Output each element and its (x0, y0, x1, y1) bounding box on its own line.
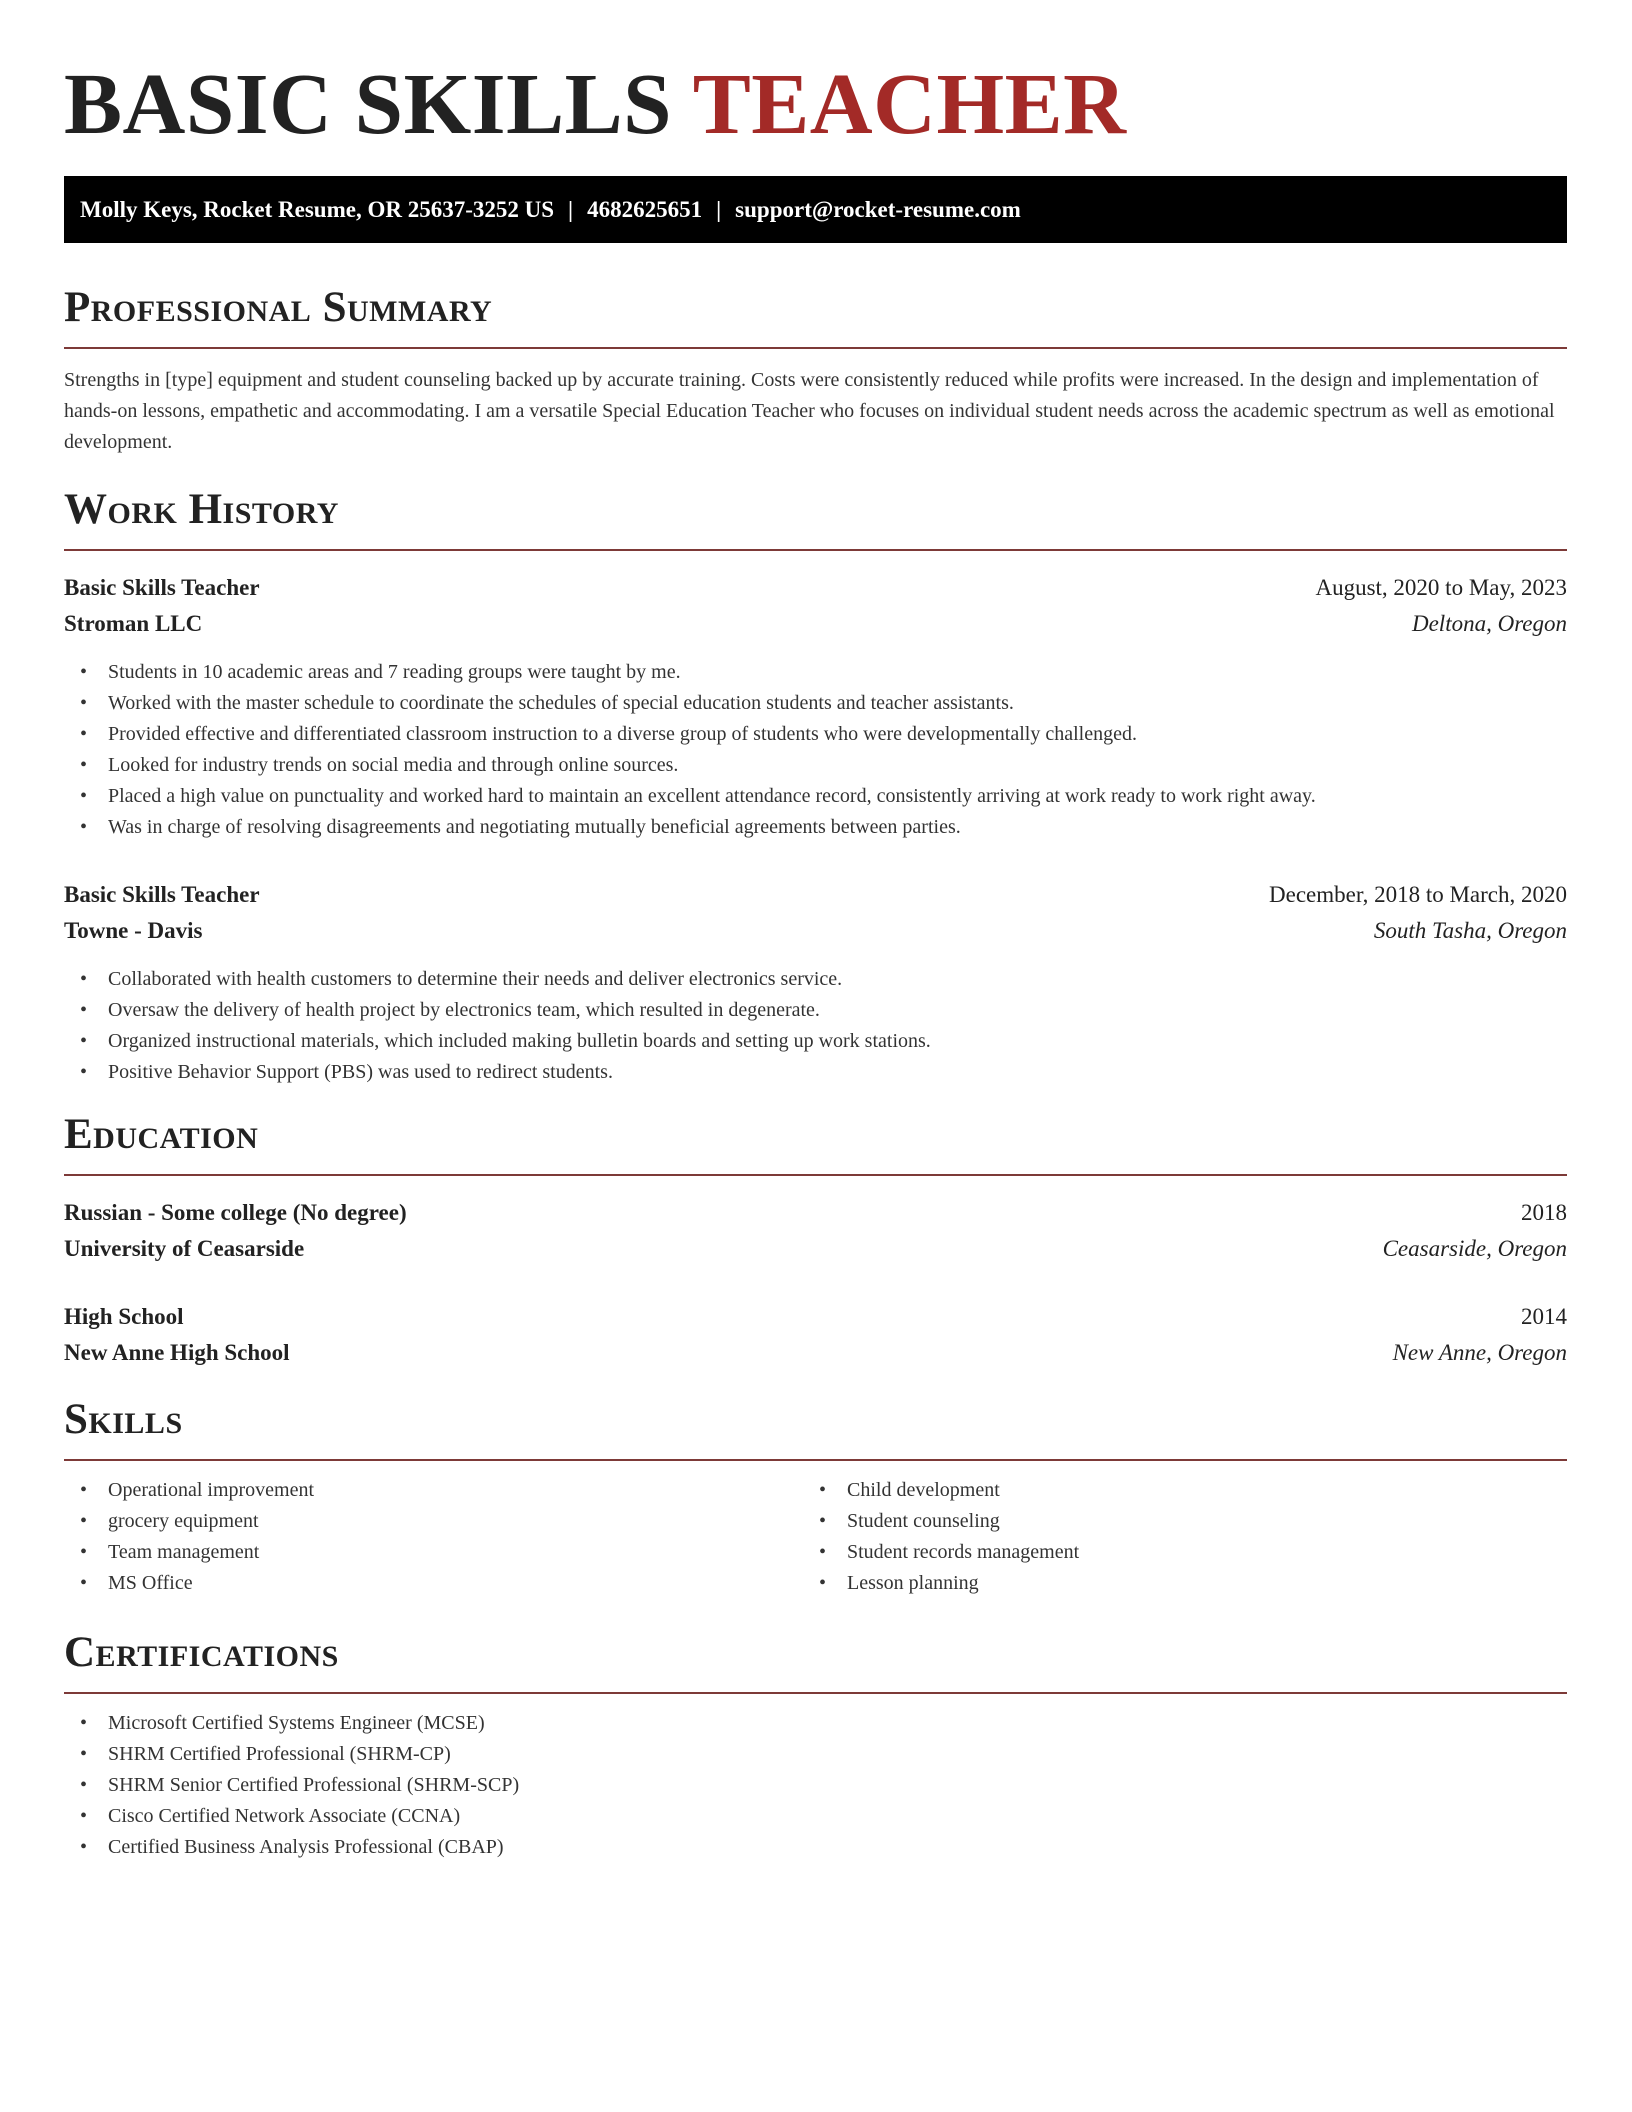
list-item: • Lesson planning (803, 1568, 1543, 1599)
list-item: • Looked for industry trends on social media and through online sources. (64, 750, 1567, 781)
job-company: Towne - Davis (64, 918, 203, 943)
list-item: • Child development (803, 1475, 1543, 1506)
education-school-row (64, 1335, 1567, 1371)
contact-separator: | (716, 197, 722, 222)
list-item: • Provided effective and differentiated classroom instruction to a diverse group of students who were developmentally challenged. (64, 719, 1567, 750)
list-item: • SHRM Senior Certified Professional (SHRM-SCP) (64, 1770, 1567, 1801)
job-dates: December, 2018 to March, 2020 (1269, 882, 1567, 907)
education-school: New Anne High School (64, 1340, 290, 1365)
education-location: New Anne, Oregon (1392, 1340, 1567, 1365)
education-degree: Russian - Some college (No degree) (64, 1200, 407, 1225)
list-item: • Student counseling (803, 1506, 1543, 1537)
summary-heading: Professional Summary (64, 284, 493, 331)
summary-section (64, 283, 1567, 458)
list-item: • Worked with the master schedule to coordinate the schedules of special education students and teacher assistants. (64, 688, 1567, 719)
job-company: Stroman LLC (64, 611, 203, 636)
contact-address: Molly Keys, Rocket Resume, OR 25637-3252 US (80, 197, 555, 222)
list-item: • Organized instructional materials, which included making bulletin boards and setting up work stations. (64, 1026, 1567, 1057)
contact-separator: | (568, 197, 574, 222)
education-school: University of Ceasarside (64, 1236, 305, 1261)
job-title: Basic Skills Teacher (64, 882, 260, 907)
list-item: • Microsoft Certified Systems Engineer (MCSE) (64, 1708, 1567, 1739)
job-header-row (64, 877, 1567, 913)
job-company-row (64, 606, 1567, 642)
job-duties-list (64, 657, 1567, 843)
list-item: • Student records management (803, 1537, 1543, 1568)
job-location: Deltona, Oregon (1411, 611, 1567, 636)
certifications-heading: Certifications (64, 1629, 339, 1676)
education-entry (64, 1299, 1567, 1371)
skills-section (64, 1395, 1567, 1605)
job-entry (64, 877, 1567, 1088)
list-item: • Team management (64, 1537, 804, 1568)
education-heading: Education (64, 1111, 259, 1158)
list-item: • Positive Behavior Support (PBS) was used to redirect students. (64, 1057, 1567, 1088)
section-divider (64, 347, 1567, 349)
job-company-row (64, 913, 1567, 949)
skills-list-left (64, 1475, 804, 1599)
list-item: • Placed a high value on punctuality and worked hard to maintain an excellent attendance record, consistently arriving at work ready to work right away. (64, 781, 1567, 812)
list-item: • Was in charge of resolving disagreements and negotiating mutually beneficial agreements between parties. (64, 812, 1567, 843)
section-divider (64, 549, 1567, 551)
work-history-heading: Work History (64, 486, 339, 533)
list-item: • Operational improvement (64, 1475, 804, 1506)
contact-email: support@rocket-resume.com (735, 197, 1021, 222)
title-main: BASIC SKILLS (64, 55, 673, 152)
job-header-row (64, 570, 1567, 606)
work-history-section (64, 485, 1567, 1088)
education-entry (64, 1195, 1567, 1267)
education-header-row (64, 1195, 1567, 1231)
list-item: • grocery equipment (64, 1506, 804, 1537)
skills-list-right (803, 1475, 1543, 1599)
list-item: • Collaborated with health customers to determine their needs and deliver electronics service. (64, 964, 1567, 995)
list-item: • Oversaw the delivery of health project by electronics team, which resulted in degenerate. (64, 995, 1567, 1026)
education-location: Ceasarside, Oregon (1382, 1236, 1567, 1261)
list-item: • MS Office (64, 1568, 804, 1599)
job-entry (64, 570, 1567, 843)
job-duties-list (64, 964, 1567, 1088)
certifications-section (64, 1628, 1567, 1863)
education-year: 2014 (1521, 1304, 1567, 1329)
job-title: Basic Skills Teacher (64, 575, 260, 600)
section-divider (64, 1459, 1567, 1461)
section-divider (64, 1692, 1567, 1694)
certifications-list (64, 1708, 1567, 1863)
skills-heading: Skills (64, 1396, 183, 1443)
list-item: • SHRM Certified Professional (SHRM-CP) (64, 1739, 1567, 1770)
education-header-row (64, 1299, 1567, 1335)
section-divider (64, 1174, 1567, 1176)
education-degree: High School (64, 1304, 184, 1329)
contact-phone: 4682625651 (587, 197, 703, 222)
job-location: South Tasha, Oregon (1373, 918, 1567, 943)
list-item: • Certified Business Analysis Professional (CBAP) (64, 1832, 1567, 1863)
resume-title (64, 54, 1126, 154)
list-item: • Students in 10 academic areas and 7 reading groups were taught by me. (64, 657, 1567, 688)
education-year: 2018 (1521, 1200, 1567, 1225)
job-dates: August, 2020 to May, 2023 (1315, 575, 1567, 600)
list-item: • Cisco Certified Network Associate (CCNA) (64, 1801, 1567, 1832)
education-section (64, 1110, 1567, 1371)
skills-columns (64, 1475, 1567, 1605)
summary-text: Strengths in [type] equipment and student counseling backed up by accurate training. Costs were consistently reduced while profits were increased. In the design and implementation of hands-on lessons, empathetic and accommodating. I am a versatile Special Education Teacher who focuses on individual student needs across the academic spectrum as well as emotional development. (64, 369, 1555, 453)
education-school-row (64, 1231, 1567, 1267)
title-accent: TEACHER (692, 55, 1127, 152)
contact-bar (64, 176, 1567, 243)
